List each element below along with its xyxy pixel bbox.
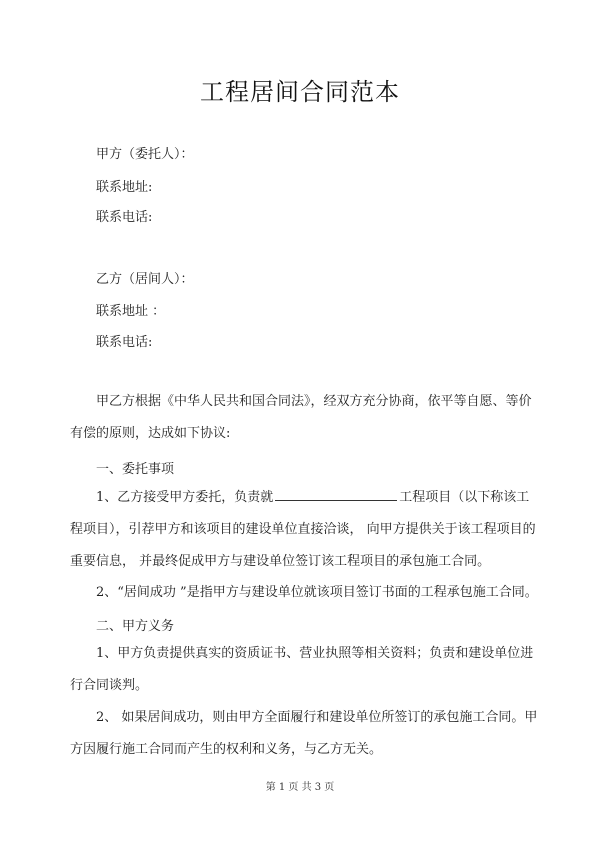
party-b-address: 联系地址 ： [96, 304, 166, 319]
section-1-heading: 一、委托事项 [96, 462, 175, 477]
section-2-clause-1: 1、甲方负责提供真实的资质证书、营业执照等相关资料；负责和建设单位进行合同谈判。 [70, 646, 534, 693]
party-a-address: 联系地址: [96, 180, 153, 195]
party-a-phone: 联系电话: [96, 210, 153, 225]
intro-paragraph: 甲乙方根据《中华人民共和国合同法》，经双方充分协商，依平等自愿、等价有偿的原则，达成如下协议: [70, 394, 532, 441]
section-2-clause-2: 2、 如果居间成功，则由甲方全面履行和建设单位所签订的承包施工合同。甲方因履行施工合同而产生的权利和义务，与乙方无关。 [70, 710, 538, 757]
party-b-phone: 联系电话: [96, 335, 153, 350]
party-b-label: 乙方（居间人）： [96, 272, 194, 287]
clause-1-text-after: 工程项目（以下称该工程项目），引荐甲方和该项目的建设单位直接洽谈， 向甲方提供关于该工程项目的重要信息， 并最终促成甲方与建设单位签订该工程项目的承包施工合同。 [70, 490, 536, 569]
fill-in-blank [275, 487, 397, 501]
page-number-footer: 第 1 页 共 3 页 [265, 782, 335, 793]
party-a-label: 甲方（委托人）： [96, 147, 194, 162]
section-2-heading: 二、甲方义务 [96, 619, 175, 634]
document-title: 工程居间合同范本 [200, 78, 400, 106]
clause-1-text-before: 1、乙方接受甲方委托，负责就 [96, 490, 274, 505]
section-1-clause-1 [70, 482, 540, 578]
section-1-clause-2: 2、“居间成功 ”是指甲方与建设单位就该项目签订书面的工程承包施工合同。 [96, 585, 538, 600]
